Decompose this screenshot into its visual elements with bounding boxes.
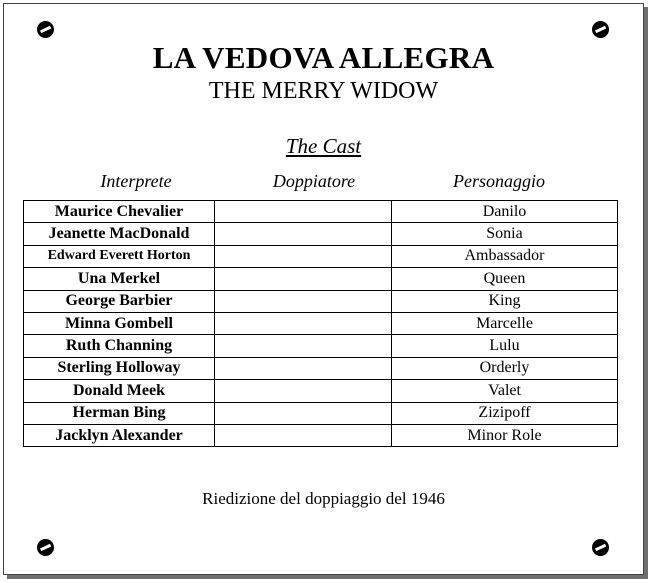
cast-table (23, 200, 618, 447)
table-row (24, 290, 618, 312)
dubber-cell (215, 312, 392, 334)
dubber-cell (215, 290, 392, 312)
dubber-cell (215, 335, 392, 357)
page-subtitle: THE MERRY WIDOW (208, 78, 439, 104)
column-header-doppiatore: Doppiatore (272, 171, 356, 191)
table-row (24, 402, 618, 424)
table-row (24, 312, 618, 334)
character-cell: Ambassador (392, 245, 618, 267)
character-cell: Orderly (392, 357, 618, 379)
character-cell: Queen (392, 268, 618, 290)
cast-plaque (3, 3, 644, 575)
character-cell: Minor Role (392, 424, 618, 446)
character-cell: Danilo (392, 201, 618, 223)
screw-icon (592, 539, 609, 556)
character-cell: Zizipoff (392, 402, 618, 424)
actor-cell: Minna Gombell (24, 312, 215, 334)
actor-cell: Sterling Holloway (24, 357, 215, 379)
dubber-cell (215, 380, 392, 402)
dubber-cell (215, 357, 392, 379)
cast-table-body (24, 201, 618, 447)
actor-cell: Maurice Chevalier (24, 201, 215, 223)
screw-icon (592, 21, 609, 38)
character-cell: Marcelle (392, 312, 618, 334)
actor-cell: Ruth Channing (24, 335, 215, 357)
column-header-personaggio: Personaggio (453, 171, 545, 191)
table-row (24, 223, 618, 245)
footer-note: Riedizione del doppiaggio del 1946 (202, 489, 445, 508)
character-cell: King (392, 290, 618, 312)
table-row (24, 380, 618, 402)
table-row (24, 201, 618, 223)
dubber-cell (215, 245, 392, 267)
screw-icon (37, 21, 54, 38)
table-row (24, 357, 618, 379)
dubber-cell (215, 223, 392, 245)
screw-icon (37, 539, 54, 556)
actor-cell: Edward Everett Horton (24, 245, 215, 267)
dubber-cell (215, 201, 392, 223)
actor-cell: Jeanette MacDonald (24, 223, 215, 245)
character-cell: Valet (392, 380, 618, 402)
actor-cell: George Barbier (24, 290, 215, 312)
cast-heading: The Cast (285, 134, 362, 158)
dubber-cell (215, 268, 392, 290)
page-title: LA VEDOVA ALLEGRA (152, 40, 495, 75)
table-row (24, 424, 618, 446)
table-row (24, 268, 618, 290)
character-cell: Lulu (392, 335, 618, 357)
actor-cell: Herman Bing (24, 402, 215, 424)
character-cell: Sonia (392, 223, 618, 245)
actor-cell: Jacklyn Alexander (24, 424, 215, 446)
table-row (24, 335, 618, 357)
actor-cell: Donald Meek (24, 380, 215, 402)
table-row (24, 245, 618, 267)
actor-cell: Una Merkel (24, 268, 215, 290)
dubber-cell (215, 402, 392, 424)
dubber-cell (215, 424, 392, 446)
column-header-interprete: Interprete (100, 171, 172, 191)
